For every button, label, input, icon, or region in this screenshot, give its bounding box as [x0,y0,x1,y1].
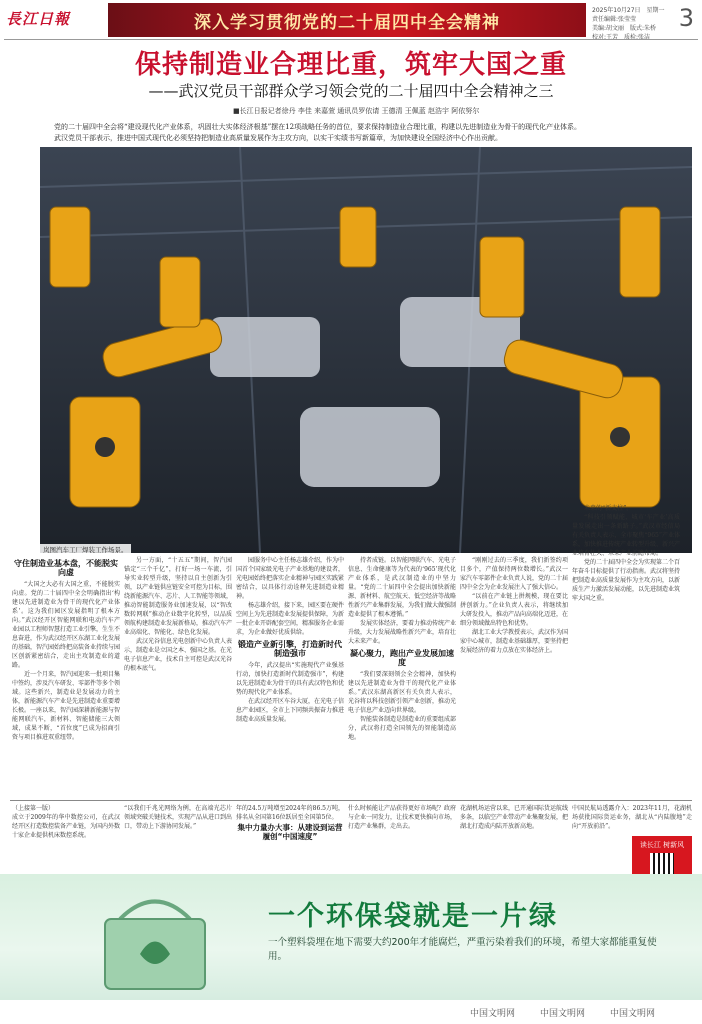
continued-column-6 [572,804,692,834]
article-column-1 [12,556,120,798]
column-paragraph: “科技引领赋能，城市‘车产业’高质量发展走出一条新路子。”武汉市经信局有关负责人表示，全市聚焦“965”产业体系，加快推进传统产业转型升级、新兴产业培育壮大、未来产业前瞻布局。 [572,514,680,557]
column-paragraph: 另一方面，“十五五”期间，智汽园锚定“三个千亿”，打好一场一车流，引导实业转型升级，坚持以自主创新为引领，以产业链供应链安全可控为目标，围绕新能源汽车、芯片、人工智能等领域，推动智能制造服务业加速发展，以“智改数转网联”推动企业数字化转型，以品质领航构建制造业发展新格局，推动汽车产业高端化、智能化、绿色化发展。 [124,557,232,636]
photo-caption: 岚图汽车工厂焊装工作场景。 [40,544,131,555]
column-paragraph: 智能装备制造是制造业的重要组成部分，武汉将打造全国领先的智能制造高地。 [348,716,456,741]
shopping-bag-icon [80,884,230,994]
article-lead [40,122,664,144]
column-paragraph: 湖北工业大学教授表示，武汉作为国家中心城市，制造业基础雄厚，要坚持把发展经济的着力点放在实体经济上。 [460,629,568,654]
ad-title: 一个环保袋就是一片绿 [268,901,558,932]
section-banner: 深入学习贯彻党的二十届四中全会精神 [108,3,586,37]
article-column-6 [572,504,680,798]
column-paragraph: 未来的“新支柱”。 [584,505,633,512]
column-subhead: 凝心聚力，跑出产业发展加速度 [350,649,454,667]
article-column-5 [460,556,568,798]
continued-column-4 [348,804,456,852]
continued-text: 中国民航局透露介入：2023年11月，花湖机场获批国际货运业务，湖北从“内陆腹地”走向“开放前沿”。 [572,805,692,830]
page-number: 3 [678,4,694,32]
column-paragraph: “以前在产业链上拼规模，现在要比拼创新力。”企业负责人表示，将继续加大研发投入，推动产品向高端化迈进，在细分领域做出特色和优势。 [460,593,568,627]
column-paragraph: “我们要深刻领会全会精神，加快构建以先进制造业为骨干的现代化产业体系。”武汉东湖高新区有关负责人表示，光谷将以科技创新引领产业创新，推动光电子信息产业迈向世界级。 [348,671,456,714]
continued-text: 什么时候能让产品获得更好市场呢？政府与企业一同发力，让技术更快推向市场，打造产业集群，走出去。 [348,805,456,830]
public-service-ad [0,874,702,1000]
masthead [0,0,702,44]
section-divider [10,800,692,801]
column-subhead: 守住制造业基本盘，不能脱实向虚 [14,559,118,577]
qr-code-box[interactable] [632,836,692,876]
continued-marker: （上接第一版） [12,805,55,812]
factory-robot-photo [40,147,692,553]
continued-text: “以我们千兆光网络为例，在高端光芯片领域突破关键技术，实现产品从进口到出口，带动上下游协同发展。” [124,805,232,830]
column-paragraph: 今年，武汉提出“实施现代产业强基行动，加快打造新时代制造强市”，构建以先进制造业为骨干的具有武汉特色和优势的现代化产业体系。 [236,662,344,696]
continued-text: 成立于2009年的华中数控公司，在武汉经开区打造数控装备产业链，为国内外数十家企业提供机床数控系统。 [12,814,120,839]
article-subheadline: ——武汉党员干部群众学习领会党的二十届四中全会精神之三 [148,82,554,100]
footer-credit: 中国文明网 [610,1009,656,1019]
article-byline: ■长江日报记者徐丹 李佳 来嘉萱 通讯员罗依请 王德清 王佩蓝 赵浩宇 阿依努尔 [233,107,480,115]
issue-meta [592,6,672,42]
continued-text: 花湖机场运营以来，已开通国际货运航线多条，以临空产业带动产业集聚发展，把湖北打造成内陆开放新高地。 [460,805,568,830]
footer-credit: 中国文明网 [540,1009,586,1019]
continued-subhead: 集中力量办大事：从建设到运营履创“中国速度” [237,823,343,841]
column-paragraph: 杨志雄介绍，接下来，园区要在硬件空间上为先进制造业发展提供保障，为新一批企业开辟配套空间，精准服务企业需求，为企业做好优质供给。 [236,602,344,636]
meta-design: 美编:胡文丽 版式:朱桥 [592,25,657,32]
column-paragraph: 持者成链。以智能网联汽车、光电子信息、生命健康等为代表的‘965’现代化产业体系，是武汉制造业的中坚力量。“党的二十届四中全会提出加快新能源、新材料、航空航天、低空经济等战略性新兴产业集群发展，为我们做大做强制造业提供了根本遵循。” [348,557,456,618]
continued-column-5 [460,804,568,852]
lead-paragraph: 武汉党员干部表示，推进中国式现代化必须坚持把制造业高质量发展作为主攻方向，以实干实绩书写新篇章，为加快建设全国经济中心作出贡献。 [54,134,502,142]
column-paragraph: 发展实体经济，要着力推动传统产业升级，大力发展战略性新兴产业，培育壮大未来产业。 [348,620,456,645]
column-subhead: 锻造产业新引擎，打造新时代制造强市 [238,640,342,658]
article-column-4 [348,556,456,798]
meta-editor: 责任编辑:张莹莹 [592,16,637,23]
article-column-2 [124,556,232,798]
lead-paragraph: 党的二十届四中全会将“建设现代化产业体系，巩固壮大实体经济根基”摆在12项战略任务的首位，要求保持制造业合理比重，构建以先进制造业为骨干的现代化产业体系。 [54,123,582,131]
top-rule [4,39,698,40]
footer-credit: 中国文明网 [470,1009,516,1019]
meta-proof: 校对:王芳 质检:张洁 [592,34,651,41]
newspaper-logo: 長江日報 [6,10,71,28]
continued-column-3 [236,804,344,852]
ad-text: 一个塑料袋埋在地下需要大约200年才能腐烂，严重污染着我们的环境，希望大家都能重复使用。 [268,937,657,962]
column-paragraph: “大国之大必有大国之重，不能脱实向虚。党的二十届四中全会明确指出‘构建以先进制造业为骨干的现代化产业体系’。这为我们园区发展指明了根本方向。”武汉经开区智能网联和电动汽车产业园以工程师智慧打造工业引擎，生生不息奋进，作为武汉经开区东湖工业化发展的基础，智汽园始终把高装备业持续与园区创新紧密结合，走出主攻制造业的道路。 [12,581,120,669]
continued-column-1 [12,804,120,852]
column-paragraph: “刚刚过去的三季度，我们新签约项目多个，产值保持两位数增长。”武汉一家汽车零部件企业负责人说，党的二十届四中全会为企业发展注入了强大信心。 [460,557,568,591]
qr-label: 读长江 树新风 [639,841,685,849]
column-paragraph: 近一个月来，智汽园迎来一批项目集中签约，涉及汽车研发、零部件等多个领域。这些新兴，制造业是发展动力的主体，新能源汽车产业是先进制造业重要增长极。一座以来，智汽园深耕新能源与智能网联汽车，新材料、智能储能三大领域，成果不断，“首位度”已成为招商引资与项目推进双重纽带。 [12,671,120,741]
article-headline: 保持制造业合理比重，筑牢大国之重 [134,50,567,80]
column-paragraph: 武汉光谷信息光电创新中心负责人表示，制造业是立国之本、强国之基。在光电子信息产业，技术自主可控是武汉光谷的根本底气。 [124,638,232,672]
column-paragraph: 园服务中心主任杨志雄介绍，作为中国首个国家级光电子产业基地的建设者，光电园始终把落实企业精神与园区实践紧密结合，以具体行动诠释先进制造业精神。 [236,557,344,600]
column-paragraph: 在武汉经开区车谷大厦，在光电子信息产业园区，全市上下同频共振奋力推进制造业高质量发展。 [236,698,344,723]
article-column-3 [236,556,344,798]
continued-text: 年的24.5万吨增至2024年的86.5万吨，排名从全国第16位跃居至全国第5位。 [236,805,344,821]
ad-footer [0,1002,702,1024]
continued-column-2 [124,804,232,852]
column-paragraph: 党的二十届四中全会为实现第二个百年奋斗目标提供了行动指南。武汉将坚持把制造业高质量发展作为主攻方向，以新质生产力激活发展动能，以先进制造业筑牢大国之重。 [572,559,680,602]
meta-date: 2025年10月27日 星期一 [592,7,665,14]
